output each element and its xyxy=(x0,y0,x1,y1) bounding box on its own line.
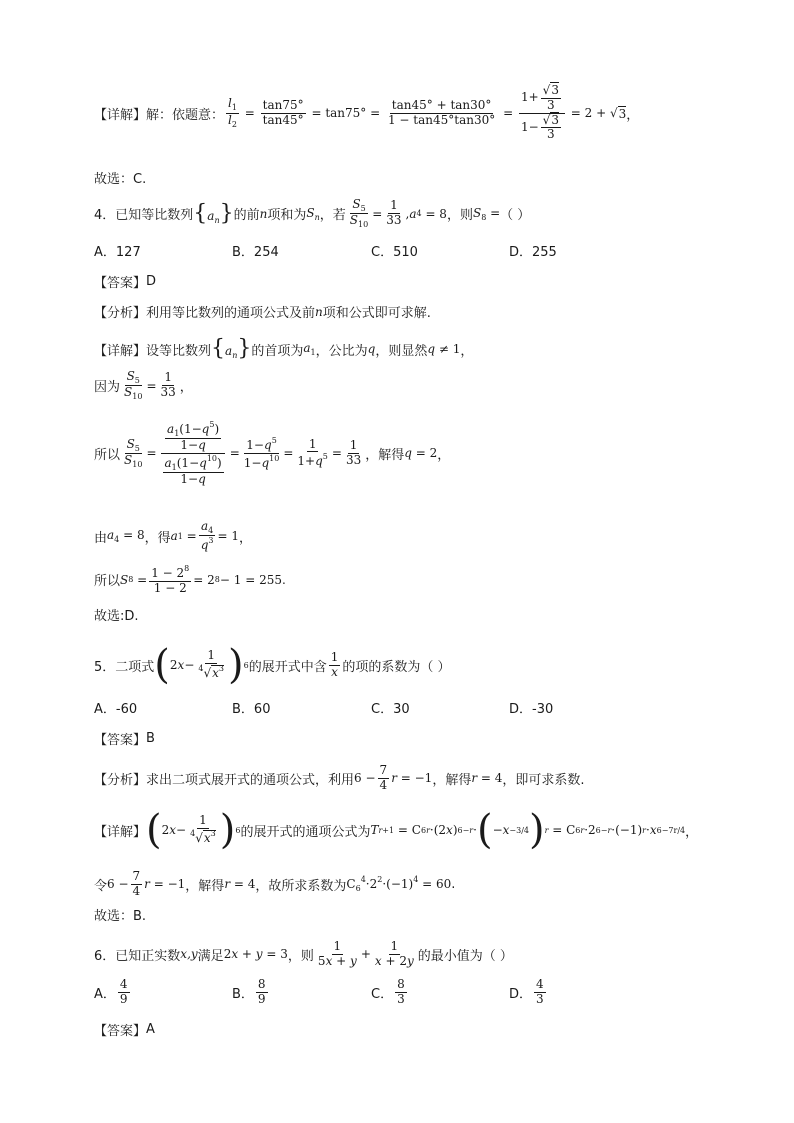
q5-conclusion: 故选：B. xyxy=(94,909,147,924)
answer-tag: 【答案】 xyxy=(94,733,147,748)
let-text-b: ，解得 xyxy=(185,878,225,894)
solve-text: ，解得 xyxy=(365,447,405,463)
q3-conclusion: 故选：C. xyxy=(94,172,147,187)
formula-n: n xyxy=(259,206,268,221)
formula-constraint: 2x + y = 3 xyxy=(223,947,288,962)
formula-q-ne-1: q ≠ 1 xyxy=(427,342,461,356)
let-tail: . xyxy=(451,876,456,892)
analysis-text-c: ，即可求系数. xyxy=(502,772,585,788)
formula-exponent-eq: 6 − $\frac{7}{4}$ r = −1 xyxy=(107,869,186,898)
detail-tag: 【详解】 xyxy=(94,343,147,359)
formula-s8-value: S 8 = $\frac{1 - 2^8}{1 - 2}$ = 2 8 − 1 = 255. xyxy=(120,564,286,595)
detail-text-b: 的首项为 xyxy=(251,343,304,359)
analysis-tag: 【分析】 xyxy=(94,772,147,788)
q3-detail-line xyxy=(94,84,639,142)
from-text-b: ，得 xyxy=(144,530,171,546)
formula-binomial: ( 2 x − $\frac{1}{^4√x^3}$ ) 6 xyxy=(146,807,241,853)
detail-text-a: 设等比数列 xyxy=(146,343,212,359)
formula-r-eq-4: r = 4 xyxy=(224,877,256,892)
q5-stem-b: 的展开式中含 xyxy=(248,659,327,675)
detail-text-c: ，公比为 xyxy=(315,343,368,359)
formula-q: q xyxy=(367,342,376,356)
q4-option-a[interactable]: A．127 xyxy=(94,245,141,260)
q4-detail xyxy=(94,338,473,360)
q4-option-c[interactable]: C．510 xyxy=(371,245,418,260)
q4-from xyxy=(94,520,252,553)
answer-value: B xyxy=(146,731,155,746)
formula-coefficient: $C_6^4\cdot 2^2\cdot(-1)^4 = 60$ xyxy=(346,875,452,894)
from-text: 由 xyxy=(94,530,108,546)
q6-stem-b: 满足 xyxy=(197,948,224,964)
let-text: 令 xyxy=(94,878,108,894)
q5-detail xyxy=(94,807,699,853)
formula-n: n xyxy=(315,304,323,319)
answer-value: D xyxy=(146,274,157,289)
q4-stem-c: 项和为 xyxy=(267,208,307,224)
q4-stem xyxy=(94,198,530,229)
so-text: 所以 xyxy=(94,447,121,463)
analysis-tag: 【分析】 xyxy=(94,306,147,321)
q6-stem-a: 已知正实数 xyxy=(115,948,181,964)
formula-a1-eq: a 1 = $\frac{a_4}{q^3}$ = 1 xyxy=(170,519,240,553)
analysis-text-a: 求出二项式展开式的通项公式，利用 xyxy=(146,772,355,788)
q4-answer xyxy=(94,272,156,291)
formula-seq-an: $\{a_n\}$ xyxy=(193,200,234,226)
q4-stem-b: 的前 xyxy=(233,208,260,224)
q6-option-d[interactable]: D． $\frac{4}{3}$ xyxy=(509,977,544,1006)
q4-option-d[interactable]: D．255 xyxy=(509,245,557,260)
formula-condition: $\frac{S_5}{S_{10}}$ = $\frac{1}{33}$ , a 4 = 8 xyxy=(349,197,447,230)
q6-option-a[interactable]: A． $\frac{4}{9}$ xyxy=(94,977,128,1006)
formula-s8: $S_8$ = xyxy=(472,205,501,222)
formula-a4-eq-8: $a_4 = 8$ xyxy=(107,528,145,545)
answer-value: A xyxy=(146,1022,155,1037)
q5-option-c[interactable]: C．30 xyxy=(371,702,410,717)
detail-lead: 解：依题意： xyxy=(146,107,225,123)
detail-tail: ， xyxy=(626,107,640,123)
q4-because xyxy=(94,370,193,401)
formula-sn: $S_n$ xyxy=(306,205,320,222)
detail-text-d: ，则显然 xyxy=(375,343,428,359)
q5-stem-c: 的项的系数为（ ） xyxy=(342,659,451,675)
q6-stem-d: 的最小值为（ ） xyxy=(417,948,513,964)
q6-answer xyxy=(94,1020,155,1039)
q5-option-d[interactable]: D．-30 xyxy=(509,702,554,717)
so2-text: 所以 xyxy=(94,574,121,590)
formula-r-eq-4: r = 4 xyxy=(471,771,503,786)
formula-a1: $a_1$ xyxy=(303,341,316,357)
q5-option-a[interactable]: A．-60 xyxy=(94,702,138,717)
q4-so2 xyxy=(94,564,286,596)
q4-stem-f: （ ） xyxy=(500,208,531,224)
q5-answer xyxy=(94,729,155,748)
q4-option-b[interactable]: B．254 xyxy=(232,245,279,260)
formula-binomial: ( 2 x − $\frac{1}{^4√x^3}$ ) 6 xyxy=(154,642,249,688)
q4-stem-a: 已知等比数列 xyxy=(115,208,194,224)
detail-text-e: ， xyxy=(460,343,474,359)
detail-text-a: 的展开式的通项公式为 xyxy=(240,824,371,840)
q5-stem xyxy=(94,642,451,688)
formula-target: $\frac{1}{5x + y}$ + $\frac{1}{x + 2y}$ xyxy=(317,939,414,968)
formula-ratio-expand: $\frac{S_5}{S_{10}}$ = $\frac{\frac{a_1(1-q^5)}{1-q}}{\frac{a_1(1-q^{10})}{1-q}}$ = $\frac{1-q^5}{1-q^{10}}$ = $\frac{1}{1+q^5}$ = $\frac{1}{33}$ xyxy=(124,420,362,487)
q4-conclusion: 故选:D. xyxy=(94,609,139,624)
answer-tag: 【答案】 xyxy=(94,276,147,291)
formula-exponent-eq: 6 − $\frac{7}{4}$ r = −1 xyxy=(354,763,433,792)
detail-tail: ， xyxy=(685,824,699,840)
solve-tail: ， xyxy=(437,447,451,463)
formula-q-eq-2: q = 2 xyxy=(404,446,438,461)
q6-stem-c: ，则 xyxy=(287,948,314,964)
from-tail: ， xyxy=(239,530,253,546)
q5-analysis xyxy=(94,764,585,793)
analysis-text-a: 利用等比数列的通项公式及前 xyxy=(146,306,316,321)
q5-option-b[interactable]: B．60 xyxy=(232,702,271,717)
because-text: 因为 xyxy=(94,380,121,396)
formula-ratio: $\frac{S_5}{S_{10}}$ = $\frac{1}{33}$ xyxy=(124,369,176,402)
detail-tag: 【详解】 xyxy=(94,824,147,840)
q6-option-b[interactable]: B． $\frac{8}{9}$ xyxy=(232,977,266,1006)
formula-seq-an: $\{a_n\}$ xyxy=(211,336,252,361)
q6-number: 6． xyxy=(94,948,116,964)
q4-stem-e: ，则 xyxy=(446,208,473,224)
formula-one-over-x: $\frac{1}{x}$ xyxy=(330,649,339,679)
formula-xy: x,y xyxy=(180,947,198,962)
q4-stem-d: ，若 xyxy=(319,208,346,224)
answer-tag: 【答案】 xyxy=(94,1024,147,1039)
q5-let xyxy=(94,870,455,899)
analysis-text-b: 项和公式即可求解. xyxy=(322,306,431,321)
formula-general-term: T r+1 = C 6 r ·(2 x ) 6−r · ( − x −3/4 ) r = C 6 r ·2 6−r ·(−1) r · x 6−7r/4 xyxy=(370,807,686,853)
q4-number: 4． xyxy=(94,208,116,224)
q4-analysis xyxy=(94,302,431,321)
let-text-c: ，故所求系数为 xyxy=(255,878,347,894)
detail-tag: 【详解】 xyxy=(94,107,147,123)
formula-tan-ratio: $\frac{l_1}{l_2}$ = $\frac{\tan 75^\circ}{\tan 45^\circ}$ = tan75° = $\frac{\tan 45^\circ + \tan 30^\circ}{1 - \tan 45^\circ\tan 30^\circ}$ = 1+ $\frac{√3}{3}$ 1− $\frac{√3}{3}$ = 2 + √ 3 xyxy=(228,83,627,142)
q4-so xyxy=(94,420,450,487)
q5-stem-a: 二项式 xyxy=(115,659,155,675)
q6-stem xyxy=(94,940,513,969)
analysis-text-b: ，解得 xyxy=(432,772,472,788)
q6-option-c[interactable]: C． $\frac{8}{3}$ xyxy=(371,977,405,1006)
because-tail: ， xyxy=(179,380,193,396)
q5-number: 5． xyxy=(94,659,116,675)
